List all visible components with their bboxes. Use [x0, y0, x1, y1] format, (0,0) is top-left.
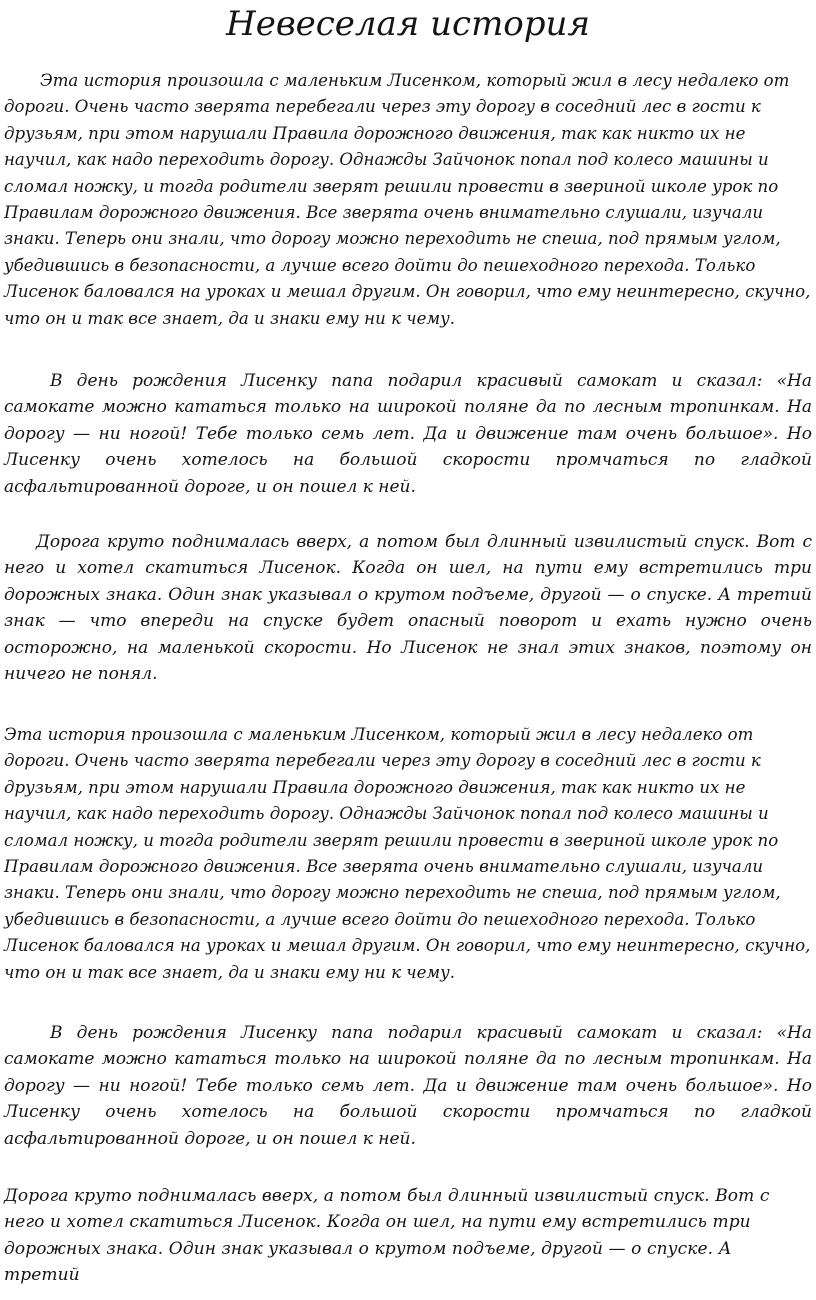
- paragraph-birthday-scooter-repeat: В день рождения Лисенку папа подарил красивый самокат и сказал: «На самокате можно кататься только на широкой поляне да по лесным тропинкам. На дорогу — ни ногой! Тебе только семь лет. Да и движение там очень большое». Но Лисенку очень хотелось на большой скорости промчаться по гладкой асфальтированной дороге, и он пошел к ней.: [4, 1023, 812, 1149]
- paragraph-road-signs-repeat: Дорога круто поднималась вверх, а потом был длинный извилистый спуск. Вот с него и хотел скатиться Лисенок. Когда он шел, на пути ему встретились три дорожных знака. Один знак указывал о крутом подъеме, другой — о спуске. А третий: [4, 1186, 770, 1286]
- paragraph-birthday-scooter: В день рождения Лисенку папа подарил красивый самокат и сказал: «На самокате можно кататься только на широкой поляне да по лесным тропинкам. На дорогу — ни ногой! Тебе только семь лет. Да и движение там очень большое». Но Лисенку очень хотелось на большой скорости промчаться по гладкой асфальтированной дороге, и он пошел к ней.: [4, 371, 812, 497]
- paragraph-fox-story-intro-repeat: Эта история произошла с маленьким Лисенком, который жил в лесу недалеко от дороги. Очень часто зверята перебегали через эту дорогу в соседний лес в гости к друзьям, при этом нарушали Правила дорожного движения, так как никто их не научил, как надо переходить дорогу. Однажды Зайчонок попал под колесо машины и сломал ножку, и тогда родители зверят решили провести в звериной школе урок по Правилам дорожного движения. Все зверята очень внимательно слушали, изучали знаки. Теперь они знали, что дорогу можно переходить не спеша, под прямым углом, убедившись в безопасности, а лучше всего дойти до пешеходного перехода. Только Лисенок баловался на уроках и мешал другим. Он говорил, что ему неинтересно, скучно, что он и так все знает, да и знаки ему ни к чему.: [4, 725, 811, 982]
- document-title: Невеселая история: [226, 4, 590, 44]
- paragraph-fox-story-intro: Эта история произошла с маленьким Лисенком, который жил в лесу недалеко от дороги. Очень часто зверята перебегали через эту дорогу в соседний лес в гости к друзьям, при этом нарушали Правила дорожного движения, так как никто их не научил, как надо переходить дорогу. Однажды Зайчонок попал под колесо машины и сломал ножку, и тогда родители зверят решили провести в звериной школе урок по Правилам дорожного движения. Все зверята очень внимательно слушали, изучали знаки. Теперь они знали, что дорогу можно переходить не спеша, под прямым углом, убедившись в безопасности, а лучше всего дойти до пешеходного перехода. Только Лисенок баловался на уроках и мешал другим. Он говорил, что ему неинтересно, скучно, что он и так все знает, да и знаки ему ни к чему.: [4, 71, 811, 328]
- paragraph-road-signs: Дорога круто поднималась вверх, а потом был длинный извилистый спуск. Вот с него и хотел скатиться Лисенок. Когда он шел, на пути ему встретились три дорожных знака. Один знак указывал о крутом подъеме, другой — о спуске. А третий знак — что впереди на спуске будет опасный поворот и ехать нужно очень осторожно, на маленькой скорости. Но Лисенок не знал этих знаков, поэтому он ничего не понял.: [4, 532, 812, 685]
